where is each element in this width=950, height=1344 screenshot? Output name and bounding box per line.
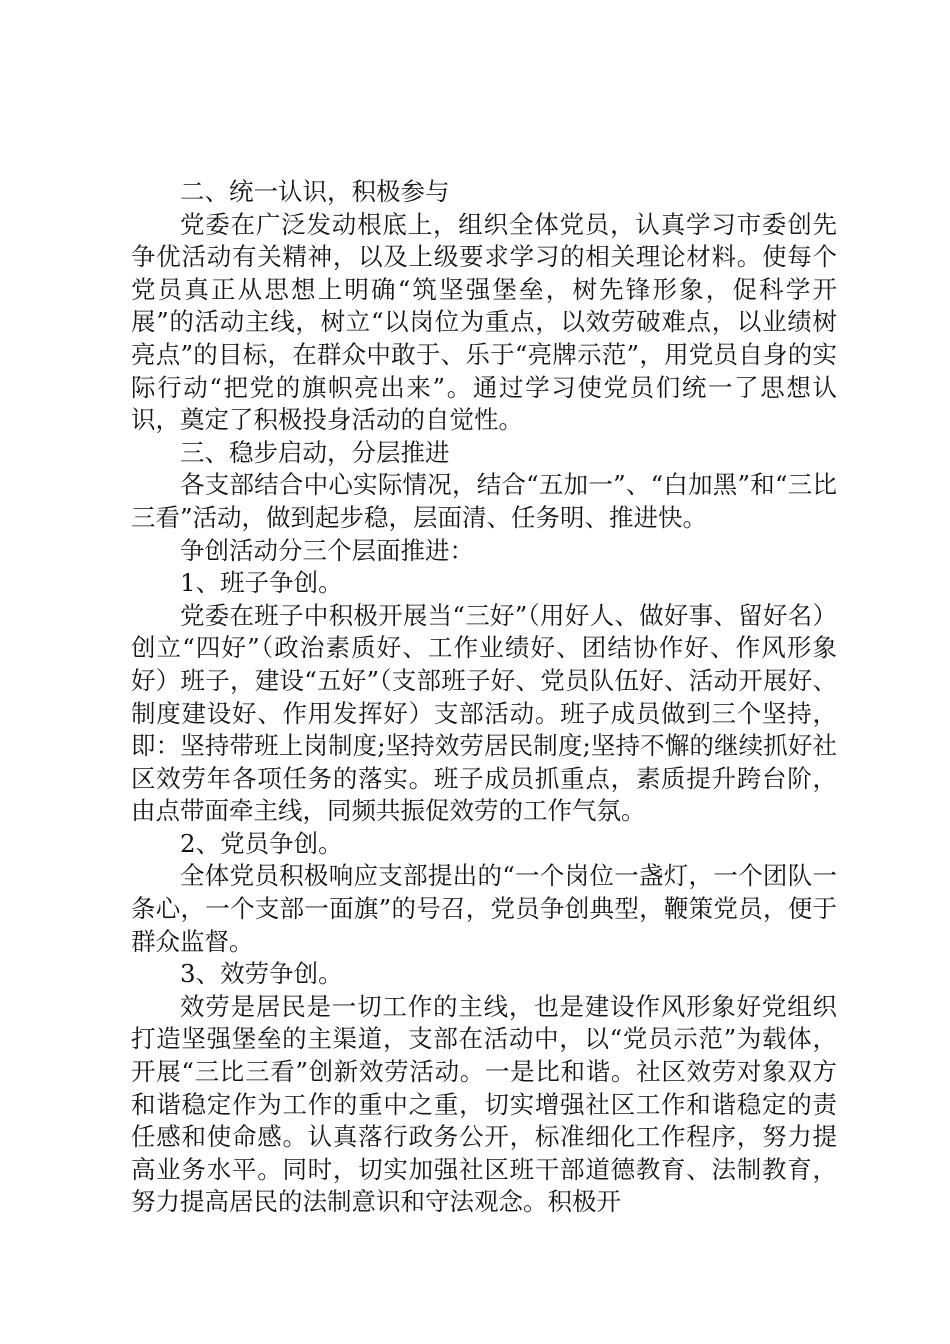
paragraph-service: 效劳是居民是一切工作的主线，也是建设作风形象好党组织打造坚强堡垒的主渠道，支部在活动中，以“党员示范”为载体，开展“三比三看”创新效劳活动。一是比和谐。社区效劳对象双方和谐稳定作为工作的重中之重，切实增强社区工作和谐稳定的责任感和使命感。认真落行政务公开，标准细化工作程序，努力提高业务水平。同时，切实加强社区班干部道德教育、法制教育，努力提高居民的法制意识和守法观念。积极开: [131, 991, 837, 1217]
document-body: [131, 176, 837, 1219]
paragraph-study: 党委在广泛发动根底上，组织全体党员，认真学习市委创先争优活动有关精神，以及上级要求学习的相关理论材料。使每个党员真正从思想上明确“筑坚强堡垒，树先锋形象，促科学开展”的活动主线，树立“以岗位为重点，以效劳破难点，以业绩树亮点”的目标，在群众中敢于、乐于“亮牌示范”，用党员自身的实际行动“把党的旗帜亮出来”。通过学习使党员们统一了思想认识，奠定了积极投身活动的自觉性。: [131, 209, 837, 435]
subheading-members: 2、党员争创。: [180, 828, 343, 858]
paragraph-three-levels: 争创活动分三个层面推进：: [180, 535, 474, 565]
paragraph-team: 党委在班子中积极开展当“三好”（用好人、做好事、留好名）创立“四好”（政治素质好、工作业绩好、团结协作好、作风形象好）班子，建设“五好”（支部班子好、党员队伍好、活动开展好、制度建设好、作用发挥好）支部活动。班子成员做到三个坚持，即：坚持带班上岗制度;坚持效劳居民制度;坚持不懈的继续抓好社区效劳年各项任务的落实。班子成员抓重点，素质提升跨台阶，由点带面牵主线，同频共振促效劳的工作气氛。: [131, 600, 837, 826]
section-heading-unify-understanding: 二、统一认识，积极参与: [180, 177, 450, 206]
subheading-team: 1、班子争创。: [180, 568, 343, 598]
paragraph-branches: 各支部结合中心实际情况，结合“五加一”、“白加黑”和“三比三看”活动，做到起步稳，层面清、任务明、推进快。: [131, 470, 837, 532]
paragraph-members: 全体党员积极响应支部提出的“一个岗位一盏灯，一个团队一条心，一个支部一面旗”的号召，党员争创典型，鞭策党员，便于群众监督。: [131, 861, 837, 956]
section-heading-steady-launch: 三、稳步启动，分层推进: [180, 437, 450, 467]
subheading-service: 3、效劳争创。: [180, 959, 343, 989]
